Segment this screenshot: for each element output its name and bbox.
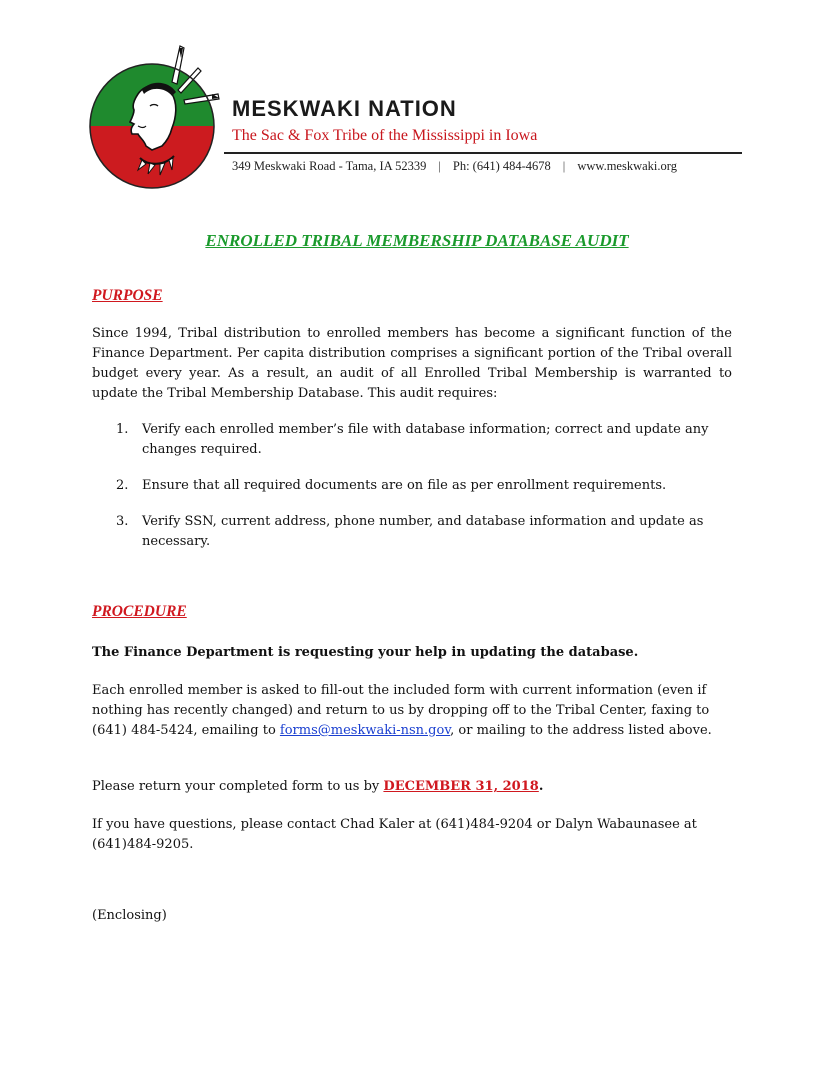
letterhead-divider [224, 152, 742, 154]
procedure-heading: PROCEDURE [92, 603, 187, 620]
requirements-list [116, 420, 716, 568]
separator: | [438, 159, 441, 173]
email-link[interactable]: forms@meskwaki-nsn.gov [279, 723, 451, 738]
list-item-text: Verify each enrolled member’s file with database information; correct and update any changes required. [142, 422, 709, 457]
list-number: 2. [116, 478, 129, 493]
organization-subtitle: The Sac & Fox Tribe of the Mississippi in Iowa [232, 127, 538, 144]
return-suffix: . [538, 779, 544, 794]
purpose-heading: PURPOSE [92, 287, 163, 304]
enclosing-note: (Enclosing) [92, 908, 167, 923]
list-item-text: Verify SSN, current address, phone number, and database information and update as necessary. [142, 514, 704, 549]
separator: | [562, 159, 566, 173]
list-number: 1. [116, 422, 129, 437]
meskwaki-seal-logo [80, 42, 230, 192]
list-number: 3. [116, 514, 129, 529]
list-item [116, 512, 716, 552]
return-deadline-line [92, 777, 732, 797]
instructions-paragraph [92, 681, 732, 741]
list-item [116, 420, 716, 460]
organization-name: MESKWAKI NATION [232, 96, 457, 121]
address-text: 349 Meskwaki Road - Tama, IA 52339 [232, 159, 427, 173]
purpose-paragraph: Since 1994, Tribal distribution to enrolled members has become a significant function of the Finance Department. Per capita distribution comprises a significant portion of the Tribal overall budget every year. As a result, an audit of all Enrolled Tribal Membership is warranted to update the Tribal Membership Database. This audit requires: [92, 326, 732, 401]
document-title: ENROLLED TRIBAL MEMBERSHIP DATABASE AUDIT [205, 231, 629, 250]
phone-text: Ph: (641) 484-4678 [452, 159, 551, 173]
request-line: The Finance Department is requesting your help in updating the database. [92, 645, 639, 660]
contact-line [232, 159, 677, 174]
instructions-text-end: , or mailing to the address listed above. [450, 723, 712, 738]
list-item-text: Ensure that all required documents are on file as per enrollment requirements. [142, 478, 667, 493]
website-text[interactable]: www.meskwaki.org [577, 159, 677, 173]
instructions-text: Each enrolled member is asked to fill-out the included form with current information (even if nothing has recently changed) and return to us by dropping off to the Tribal Center, faxing to (641) 484-5424, emailing to [92, 683, 710, 738]
deadline-date: DECEMBER 31, 2018 [383, 779, 539, 794]
return-prefix: Please return your completed form to us by [92, 779, 384, 794]
list-item [116, 476, 716, 496]
questions-paragraph: If you have questions, please contact Chad Kaler at (641)484-9204 or Dalyn Wabaunasee at (641)484-9205. [92, 817, 697, 852]
